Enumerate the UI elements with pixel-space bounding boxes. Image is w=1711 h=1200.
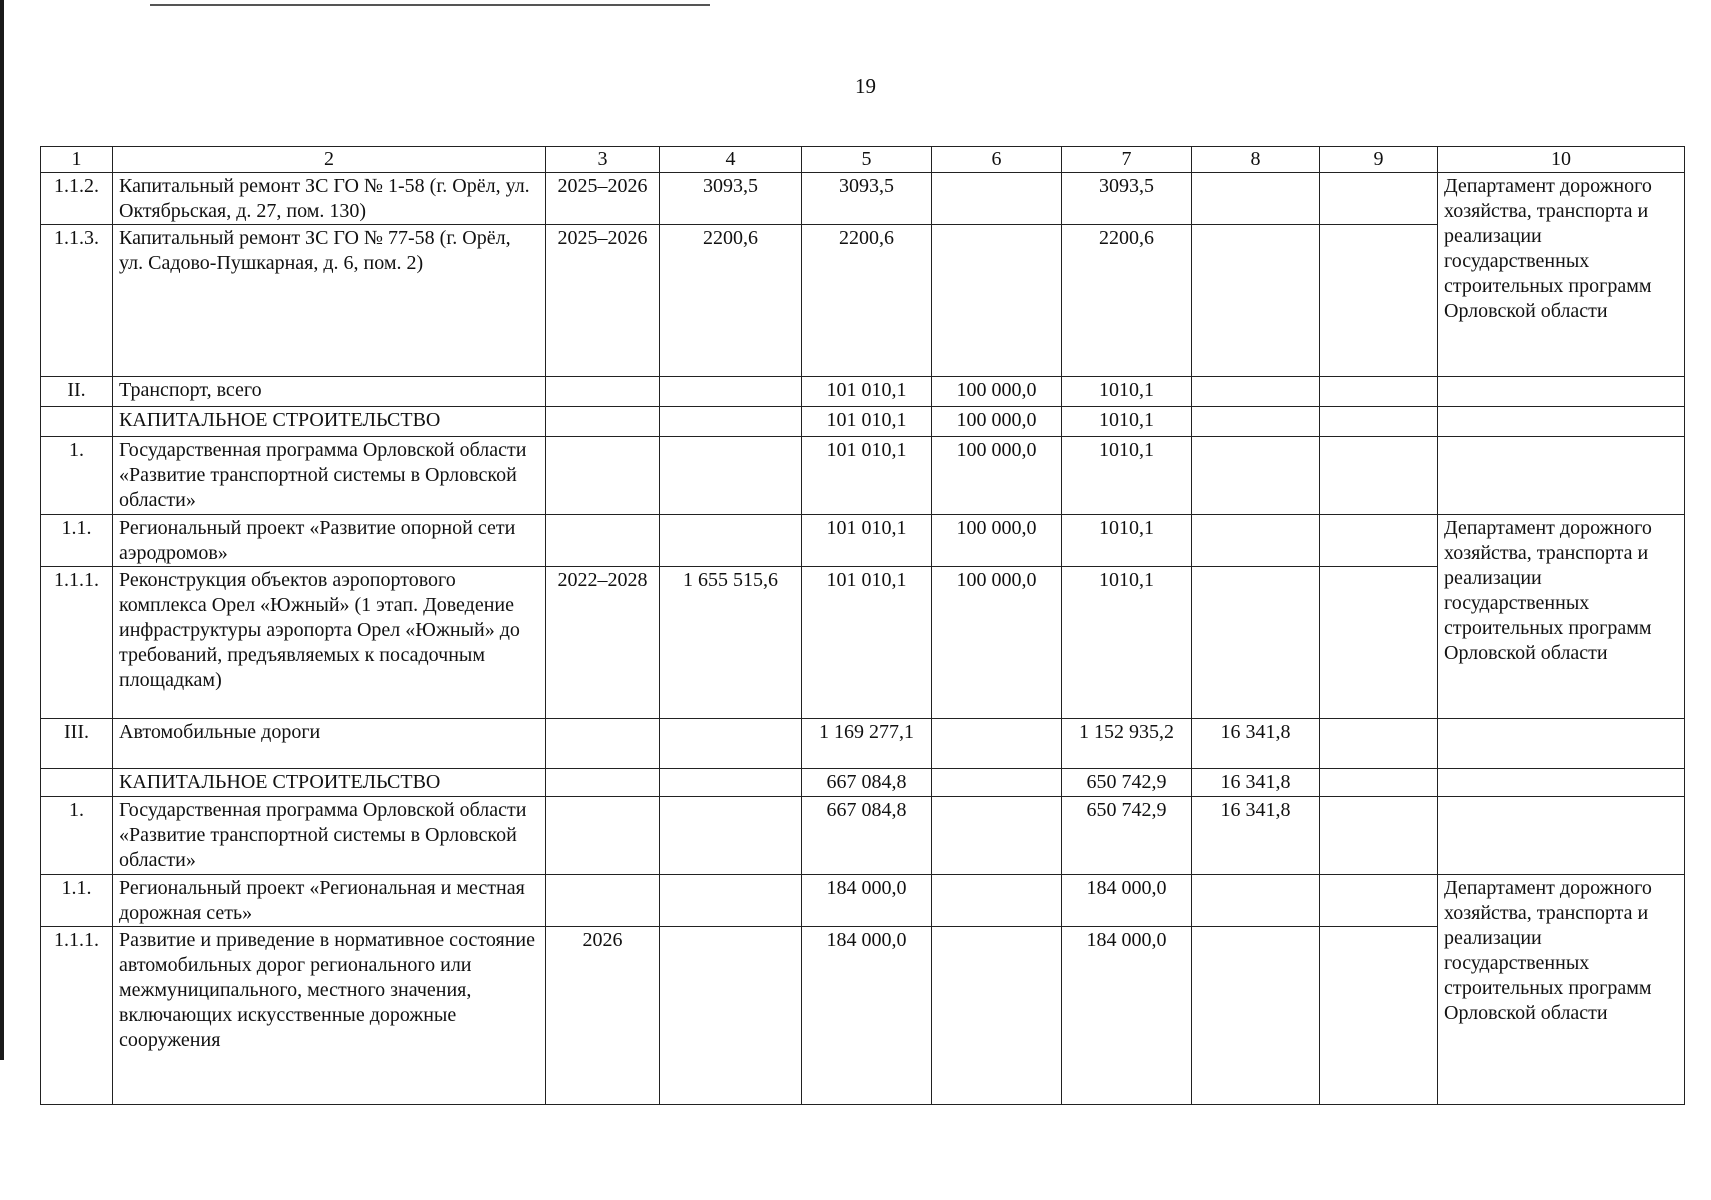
cell-col5: 101 010,1 [802,567,932,719]
row-period [546,407,660,437]
page-left-edge [0,0,4,1060]
table-row [41,719,1685,769]
cell-col7: 650 742,9 [1062,797,1192,875]
cell-col9 [1320,437,1438,515]
table-row [41,797,1685,875]
cell-col5: 184 000,0 [802,927,932,1105]
cell-col5: 667 084,8 [802,769,932,797]
cell-col4: 1 655 515,6 [660,567,802,719]
row-number: 1.1.3. [41,225,113,377]
column-header: 9 [1320,147,1438,173]
cell-col5: 2200,6 [802,225,932,377]
cell-col6: 100 000,0 [932,437,1062,515]
row-period [546,797,660,875]
row-number: II. [41,377,113,407]
cell-col5: 3093,5 [802,173,932,225]
cell-col7: 1010,1 [1062,567,1192,719]
cell-col4 [660,377,802,407]
row-period: 2026 [546,927,660,1105]
cell-col8 [1192,437,1320,515]
cell-col7: 1010,1 [1062,377,1192,407]
row-name: КАПИТАЛЬНОЕ СТРОИТЕЛЬСТВО [113,769,546,797]
table-row [41,515,1685,567]
row-number: III. [41,719,113,769]
cell-col5: 667 084,8 [802,797,932,875]
cell-col6 [932,797,1062,875]
cell-col5: 101 010,1 [802,437,932,515]
row-name: Региональный проект «Развитие опорной сети аэродромов» [113,515,546,567]
cell-col7: 1010,1 [1062,515,1192,567]
row-number: 1.1. [41,875,113,927]
column-header: 4 [660,147,802,173]
cell-col9 [1320,173,1438,225]
row-period: 2025–2026 [546,173,660,225]
table-row [41,437,1685,515]
row-period [546,515,660,567]
cell-col9 [1320,875,1438,927]
cell-col10 [1438,769,1685,797]
cell-col8 [1192,407,1320,437]
cell-col7: 1010,1 [1062,407,1192,437]
column-header: 5 [802,147,932,173]
row-period [546,377,660,407]
cell-col8 [1192,377,1320,407]
cell-col4 [660,797,802,875]
responsible-department: Департамент дорожного хозяйства, транспорта и реализации государственных строительных программ Орловской области [1438,173,1685,377]
row-number: 1. [41,437,113,515]
cell-col4 [660,437,802,515]
cell-col9 [1320,515,1438,567]
cell-col8 [1192,927,1320,1105]
cell-col9 [1320,407,1438,437]
row-period [546,769,660,797]
cell-col8 [1192,173,1320,225]
row-period [546,437,660,515]
cell-col7: 1010,1 [1062,437,1192,515]
cell-col8 [1192,875,1320,927]
table-row [41,377,1685,407]
cell-col8: 16 341,8 [1192,797,1320,875]
column-header: 7 [1062,147,1192,173]
cell-col9 [1320,769,1438,797]
cell-col6: 100 000,0 [932,515,1062,567]
cell-col9 [1320,567,1438,719]
cell-col10 [1438,377,1685,407]
column-header: 10 [1438,147,1685,173]
row-period [546,719,660,769]
row-name: Реконструкция объектов аэропортового комплекса Орел «Южный» (1 этап. Доведение инфраструктуры аэропорта Орел «Южный» до требований, предъявляемых к посадочным площадкам) [113,567,546,719]
column-header: 2 [113,147,546,173]
column-header: 3 [546,147,660,173]
cell-col4 [660,719,802,769]
cell-col4 [660,769,802,797]
cell-col6: 100 000,0 [932,407,1062,437]
cell-col4 [660,515,802,567]
cell-col7: 2200,6 [1062,225,1192,377]
row-name: Региональный проект «Региональная и местная дорожная сеть» [113,875,546,927]
cell-col7: 3093,5 [1062,173,1192,225]
budget-table [40,146,1685,1105]
column-header: 8 [1192,147,1320,173]
cell-col6 [932,769,1062,797]
row-period [546,875,660,927]
cell-col5: 101 010,1 [802,377,932,407]
cell-col9 [1320,225,1438,377]
column-header: 1 [41,147,113,173]
row-number [41,407,113,437]
cell-col4 [660,927,802,1105]
row-period: 2022–2028 [546,567,660,719]
cell-col7: 184 000,0 [1062,875,1192,927]
cell-col7: 1 152 935,2 [1062,719,1192,769]
row-number: 1. [41,797,113,875]
cell-col6 [932,927,1062,1105]
cell-col5: 101 010,1 [802,515,932,567]
cell-col8 [1192,225,1320,377]
cell-col5: 1 169 277,1 [802,719,932,769]
cell-col4: 2200,6 [660,225,802,377]
row-period: 2025–2026 [546,225,660,377]
table-row [41,769,1685,797]
row-number: 1.1. [41,515,113,567]
row-name: Автомобильные дороги [113,719,546,769]
row-number [41,769,113,797]
column-header: 6 [932,147,1062,173]
cell-col8: 16 341,8 [1192,769,1320,797]
cell-col10 [1438,719,1685,769]
cell-col6 [932,173,1062,225]
cell-col4: 3093,5 [660,173,802,225]
table-row [41,875,1685,927]
row-name: Государственная программа Орловской области «Развитие транспортной системы в Орловской области» [113,437,546,515]
cell-col6 [932,719,1062,769]
responsible-department: Департамент дорожного хозяйства, транспорта и реализации государственных строительных программ Орловской области [1438,515,1685,719]
row-name: Развитие и приведение в нормативное состояние автомобильных дорог регионального или межмуниципального, местного значения, включающих искусственные дорожные сооружения [113,927,546,1105]
cell-col9 [1320,719,1438,769]
cell-col4 [660,407,802,437]
row-name: КАПИТАЛЬНОЕ СТРОИТЕЛЬСТВО [113,407,546,437]
cell-col8 [1192,515,1320,567]
row-number: 1.1.2. [41,173,113,225]
cell-col10 [1438,407,1685,437]
cell-col10 [1438,797,1685,875]
cell-col6: 100 000,0 [932,377,1062,407]
row-name: Государственная программа Орловской области «Развитие транспортной системы в Орловской области» [113,797,546,875]
responsible-department: Департамент дорожного хозяйства, транспорта и реализации государственных строительных программ Орловской области [1438,875,1685,1105]
cell-col9 [1320,377,1438,407]
cell-col9 [1320,927,1438,1105]
cell-col7: 650 742,9 [1062,769,1192,797]
cell-col10 [1438,437,1685,515]
column-number-row [41,147,1685,173]
cell-col5: 101 010,1 [802,407,932,437]
row-number: 1.1.1. [41,927,113,1105]
page-number: 19 [855,74,876,98]
cell-col7: 184 000,0 [1062,927,1192,1105]
cell-col4 [660,875,802,927]
cell-col6 [932,875,1062,927]
row-name: Капитальный ремонт ЗС ГО № 77-58 (г. Орёл, ул. Садово-Пушкарная, д. 6, пом. 2) [113,225,546,377]
cell-col5: 184 000,0 [802,875,932,927]
row-name: Транспорт, всего [113,377,546,407]
row-number: 1.1.1. [41,567,113,719]
cell-col8: 16 341,8 [1192,719,1320,769]
cell-col6 [932,225,1062,377]
top-rule [150,4,710,6]
table-row [41,407,1685,437]
table-row [41,173,1685,225]
cell-col9 [1320,797,1438,875]
cell-col8 [1192,567,1320,719]
cell-col6: 100 000,0 [932,567,1062,719]
row-name: Капитальный ремонт ЗС ГО № 1-58 (г. Орёл, ул. Октябрьская, д. 27, пом. 130) [113,173,546,225]
